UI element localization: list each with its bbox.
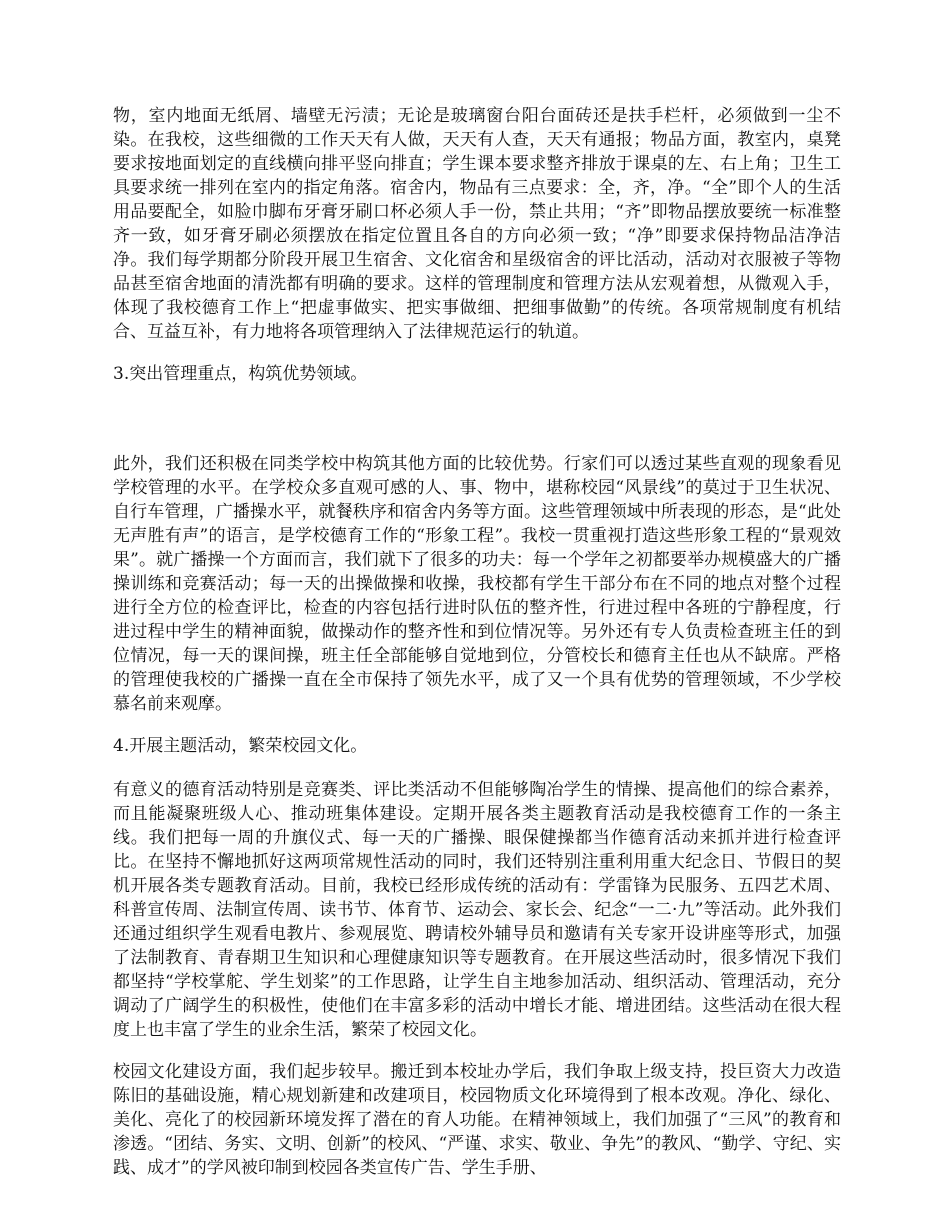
paragraph-comparative-advantage: 此外，我们还积极在同类学校中构筑其他方面的比较优势。行家们可以透过某些直观的现象看见学校管理的水平。在学校众多直观可感的人、事、物中，堪称校园“风景线”的莫过于卫生状况、自行车管理，广播操水平，就餐秩序和宿舍内务等方面。这些管理领域中所表现的形态，是“此处无声胜有声”的语言，是学校德育工作的“形象工程”。我校一贯重视打造这些形象工程的“景观效果”。就广播操一个方面而言，我们就下了很多的功夫：每一个学年之初都要举办规模盛大的广播操训练和竞赛活动；每一天的出操做操和收操，我校都有学生干部分布在不同的地点对整个过程进行全方位的检查评比，检查的内容包括行进时队伍的整齐性，行进过程中各班的宁静程度，行进过程中学生的精神面貌，做操动作的整齐性和到位情况等。另外还有专人负责检查班主任的到位情况，每一天的课间操，班主任全部能够自觉地到位，分管校长和德育主任也从不缺席。严格的管理使我校的广播操一直在全市保持了领先水平，成了又一个具有优势的管理领域，不少学校慕名前来观摩。 — [113, 454, 841, 714]
section-heading-4: 4.开展主题活动，繁荣校园文化。 — [113, 736, 368, 756]
paragraph-dormitory-management: 物，室内地面无纸屑、墙壁无污渍；无论是玻璃窗台阳台面砖还是扶手栏杆，必须做到一尘不染。在我校，这些细微的工作天天有人做，天天有人查，天天有通报；物品方面，教室内，桌凳要求按地面划定的直线横向排平竖向排直；学生课本要求整齐排放于课桌的左、右上角；卫生工具要求统一排列在室内的指定角落。宿舍内，物品有三点要求：全，齐，净。“全”即个人的生活用品要配全，如脸巾脚布牙膏牙刷口杯必须人手一份，禁止共用；“齐”即物品摆放要统一标准整齐一致，如牙膏牙刷必须摆放在指定位置且各自的方向必须一致；“净”即要求保持物品洁净洁净。我们每学期都分阶段开展卫生宿舍、文化宿舍和星级宿舍的评比活动，活动对衣服被子等物品甚至宿舍地面的清洗都有明确的要求。这样的管理制度和管理方法从宏观着想，从微观入手，体现了我校德育工作上“把虚事做实、把实事做细、把细事做勤”的传统。各项常规制度有机结合、互益互补，有力地将各项管理纳入了法律规范运行的轨道。 — [113, 106, 841, 342]
section-heading-3: 3.突出管理重点，构筑优势领域。 — [113, 364, 368, 384]
paragraph-campus-culture: 校园文化建设方面，我们起步较早。搬迁到本校址办学后，我们争取上级支持，投巨资大力改造陈旧的基础设施，精心规划新建和改建项目，校园物质文化环境得到了根本改观。净化、绿化、美化、亮化了的校园新环境发挥了潜在的育人功能。在精神领域上，我们加强了“三风”的教育和渗透。“团结、务实、文明、创新”的校风、“严谨、求实、敬业、争先”的教风、“勤学、守纪、实践、成才”的学风被印制到校园各类宣传广告、学生手册、 — [113, 1062, 841, 1178]
document-page — [113, 104, 841, 1180]
paragraph-theme-activities: 有意义的德育活动特别是竞赛类、评比类活动不但能够陶冶学生的情操、提高他们的综合素养，而且能凝聚班级人心、推动班集体建设。定期开展各类主题教育活动是我校德育工作的一条主线。我们把每一周的升旗仪式、每一天的广播操、眼保健操都当作德育活动来抓并进行检查评比。在坚持不懈地抓好这两项常规性活动的同时，我们还特别注重利用重大纪念日、节假日的契机开展各类专题教育活动。目前，我校已经形成传统的活动有：学雷锋为民服务、五四艺术周、科普宣传周、法制宣传周、读书节、体育节、运动会、家长会、纪念“一二·九”等活动。此外我们还通过组织学生观看电教片、参观展览、聘请校外辅导员和邀请有关专家开设讲座等形式，加强了法制教育、青春期卫生知识和心理健康知识等专题教育。在开展这些活动时，很多情况下我们都坚持“学校掌舵、学生划桨”的工作思路，让学生自主地参加活动、组织活动、管理活动，充分调动了广阔学生的积极性，使他们在丰富多彩的活动中增长才能、增进团结。这些活动在很大程度上也丰富了学生的业余生活，繁荣了校园文化。 — [113, 780, 841, 1040]
